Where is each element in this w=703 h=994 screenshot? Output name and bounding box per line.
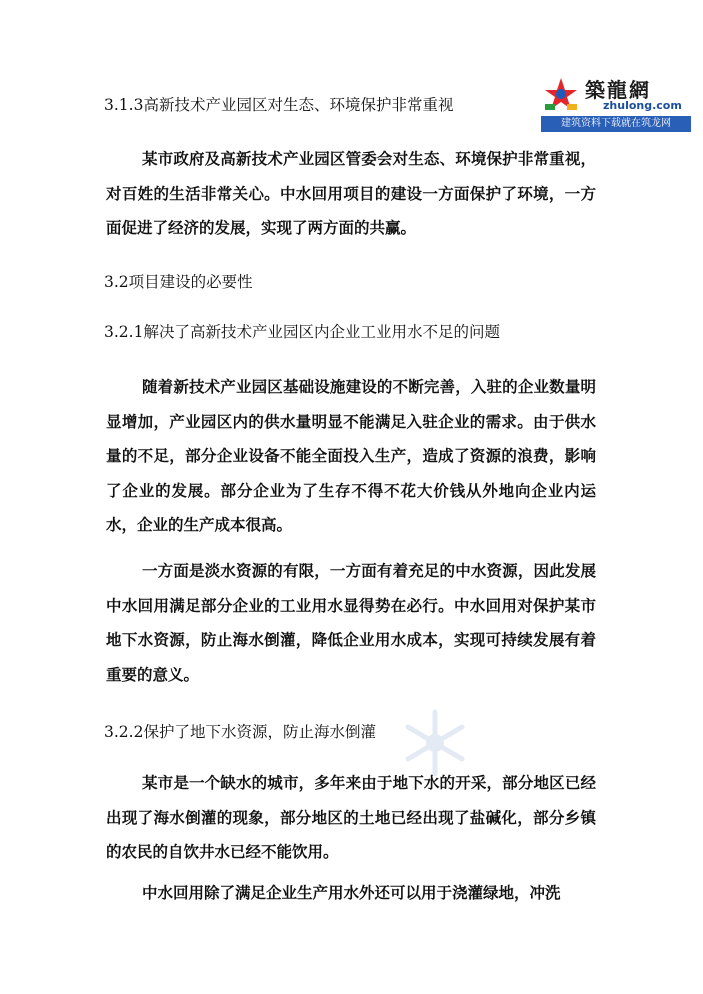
section-heading-3-2: 3.2项目建设的必要性 xyxy=(104,273,253,291)
zhulong-logo-icon xyxy=(543,76,579,112)
logo-name: 築龍網 xyxy=(585,78,651,102)
logo-domain: zhulong.com xyxy=(603,99,682,112)
paragraph-water-shortage: 随着新技术产业园区基础设施建设的不断完善，入驻的企业数量明显增加，产业园区内的供水量明显不能满足入驻企业的需求。由于供水量的不足，部分企业设备不能全面投入生产，造成了资源的浪费，影响了企业的发展。部分企业为了生存不得不花大价钱从外地向企业内运水，企业的生产成本很高。 xyxy=(106,377,596,535)
paragraph-groundwater: 某市是一个缺水的城市，多年来由于地下水的开采，部分地区已经出现了海水倒灌的现象，部分地区的土地已经出现了盐碱化，部分乡镇的农民的自饮井水已经不能饮用。 xyxy=(106,773,596,862)
paragraph-reuse-necessity: 一方面是淡水资源的有限，一方面有着充足的中水资源，因此发展中水回用满足部分企业的工业用水显得势在必行。中水回用对保护某市地下水资源，防止海水倒灌，降低企业用水成本，实现可持续发展有着重要的意义。 xyxy=(106,561,596,684)
paragraph-eco-protection: 某市政府及高新技术产业园区管委会对生态、环境保护非常重视，对百姓的生活非常关心。中水回用项目的建设一方面保护了环境，一方面促进了经济的发展，实现了两方面的共赢。 xyxy=(106,149,596,238)
section-heading-3-2-1: 3.2.1解决了高新技术产业园区内企业工业用水不足的问题 xyxy=(104,323,500,341)
paragraph-reuse-uses: 中水回用除了满足企业生产用水外还可以用于浇灌绿地，冲洗 xyxy=(142,883,561,902)
section-heading-3-1-3: 3.1.3高新技术产业园区对生态、环境保护非常重视 xyxy=(104,96,454,114)
zhulong-logo xyxy=(541,72,691,136)
logo-slogan: 建筑资料下载就在筑龙网 xyxy=(541,116,691,132)
section-heading-3-2-2: 3.2.2保护了地下水资源，防止海水倒灌 xyxy=(104,723,376,741)
